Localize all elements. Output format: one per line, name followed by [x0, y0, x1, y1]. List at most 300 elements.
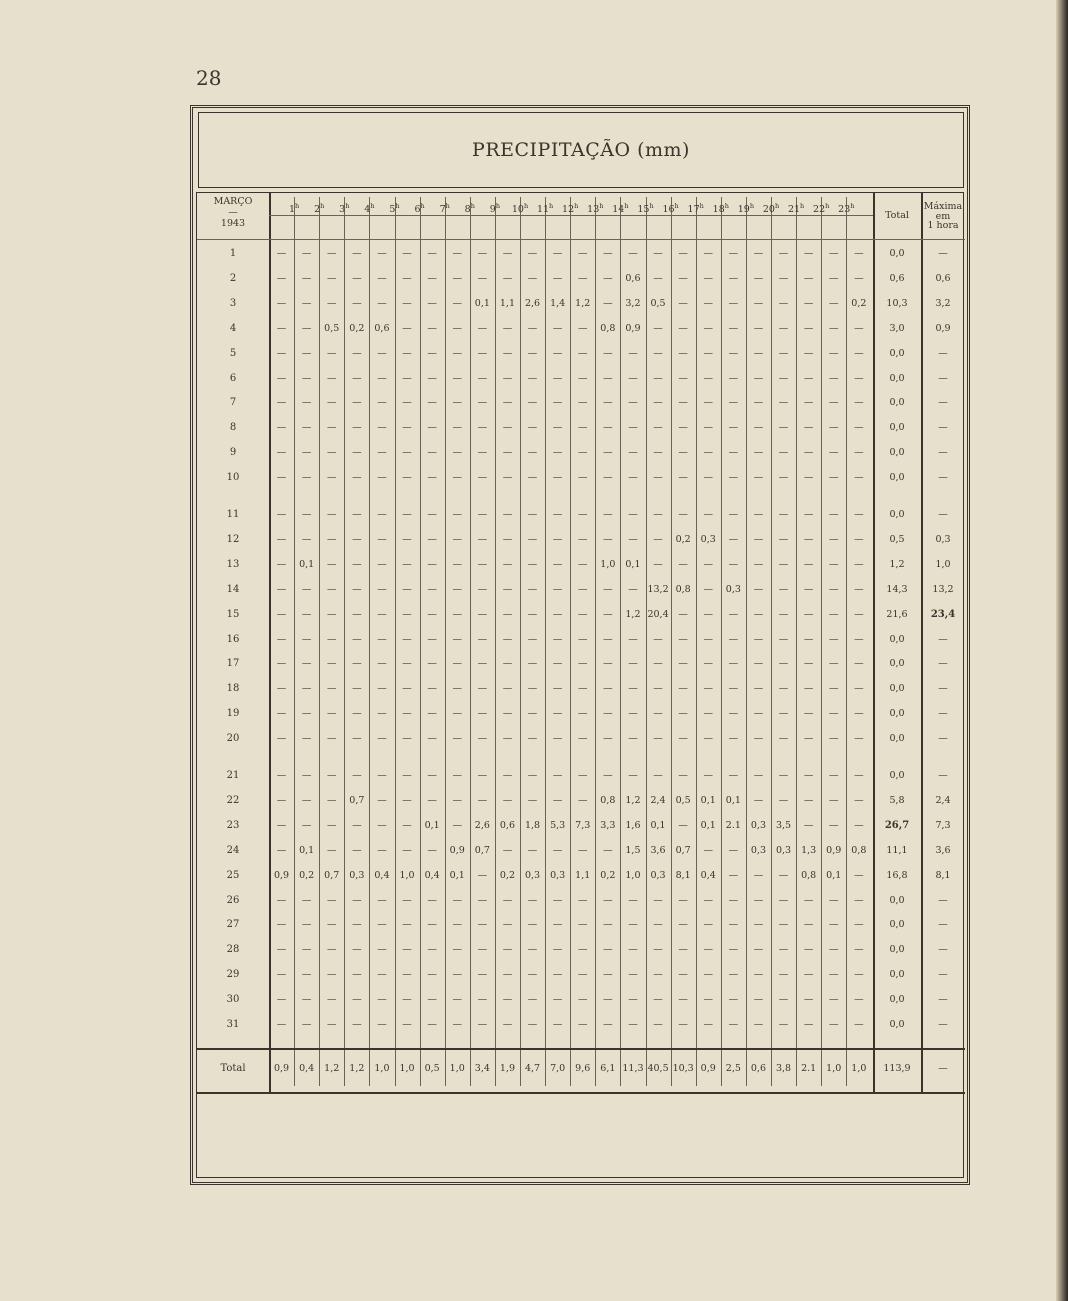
hour-value: — — [703, 322, 713, 334]
row-total: 0,0 — [889, 447, 905, 459]
hour-value: — — [778, 509, 789, 520]
hour-value: — — [653, 397, 663, 409]
hour-value: 0,6 — [499, 819, 515, 831]
hour-value: — — [828, 819, 839, 831]
hour-value: — — [377, 1019, 387, 1030]
hour-value: — — [502, 322, 513, 334]
hour-value: — — [854, 770, 864, 781]
hour-value: — — [477, 322, 488, 334]
hour-value: — — [527, 248, 538, 259]
hour-value: — — [402, 297, 412, 309]
hour-value: — — [728, 297, 739, 309]
hour-value: — — [552, 322, 563, 334]
hour-value: — — [276, 844, 287, 856]
hour-value: — — [803, 272, 814, 284]
hour-value: — — [377, 994, 387, 1006]
hour-value: — — [778, 447, 789, 459]
hour-value: — — [854, 819, 864, 831]
hour-value: — — [854, 447, 864, 459]
hour-value: — — [477, 633, 488, 645]
hour-value: — — [477, 708, 488, 720]
hour-value: — — [352, 969, 362, 981]
hour-value: 1,0 — [625, 869, 641, 881]
hour-value: — — [427, 533, 437, 545]
hour-value: — — [854, 608, 864, 620]
hour-value: — — [753, 658, 764, 670]
row-max: 7,3 — [935, 819, 951, 831]
hour-value: — — [628, 583, 638, 595]
hour-value: — — [803, 658, 814, 670]
hour-value: — — [377, 347, 387, 359]
day-label: 3 — [229, 297, 237, 309]
hour-value: — — [427, 372, 437, 384]
hour-value: — — [326, 248, 337, 259]
hour-value: — — [377, 558, 387, 570]
hour-value: — — [803, 583, 814, 595]
hour-value: — — [728, 844, 739, 856]
hour-value: — — [753, 994, 764, 1006]
hour-value: — — [276, 733, 287, 745]
hour-value: — — [477, 422, 488, 434]
hour-value: — — [803, 770, 814, 781]
hour-value: — — [301, 608, 312, 620]
hour-value: — — [703, 347, 713, 359]
hour-value: — — [402, 708, 412, 720]
hour-value: — — [803, 248, 814, 259]
hour-value: — — [753, 969, 764, 981]
hour-value: — — [803, 708, 814, 720]
hour-value: — — [276, 969, 287, 981]
hour-value: — — [678, 422, 688, 434]
hour-value: — — [427, 347, 437, 359]
hour-value: — — [803, 472, 814, 484]
hour-value: — — [728, 272, 739, 284]
hour-value: — — [377, 608, 387, 620]
hour-value: — — [301, 472, 312, 484]
hour-value: — — [452, 733, 462, 745]
hour-value: — — [703, 509, 713, 520]
hour-value: 13,2 — [647, 583, 669, 595]
hour-value: — — [427, 794, 437, 806]
hour-value: — — [628, 919, 638, 931]
row-total: 0,0 — [889, 347, 905, 359]
hour-value: 0,7 — [474, 844, 490, 856]
hour-value: — — [502, 708, 513, 720]
grand-total: 113,9 — [883, 1063, 911, 1074]
hour-value: — — [778, 794, 789, 806]
hour-value: — — [854, 683, 864, 695]
hour-value: — — [828, 894, 839, 906]
hour-value: — — [552, 733, 563, 745]
hour-value: — — [377, 509, 387, 520]
hour-value: — — [678, 397, 688, 409]
hour-value: — — [628, 733, 638, 745]
hour-value: — — [502, 472, 513, 484]
hour-value: — — [276, 297, 287, 309]
day-label: 14 — [226, 583, 240, 595]
hour-value: — — [402, 608, 412, 620]
hour-value: — — [502, 372, 513, 384]
hour-value: — — [753, 472, 764, 484]
hour-value: 0,9 — [449, 844, 465, 856]
hour-value: — — [452, 322, 462, 334]
hour-value: — — [603, 422, 613, 434]
hour-value: — — [828, 322, 839, 334]
max-header-line1: Máxima — [923, 201, 963, 212]
hour-value: — — [527, 422, 538, 434]
hour-value: — — [502, 608, 513, 620]
hour-value: — — [854, 583, 864, 595]
hour-value: — — [276, 1019, 287, 1030]
hour-value: — — [452, 397, 462, 409]
title-block — [198, 112, 964, 188]
hour-value: — — [628, 708, 638, 720]
hour-value: 0,2 — [299, 869, 315, 881]
hour-value: — — [603, 297, 613, 309]
hour-value: — — [678, 994, 688, 1006]
hour-value: — — [628, 894, 638, 906]
hour-value: — — [803, 919, 814, 931]
hour-value: 0,1 — [474, 297, 490, 309]
day-label: 2 — [229, 272, 237, 284]
hour-value: — — [728, 770, 739, 781]
hour-value: — — [778, 683, 789, 695]
hour-value: — — [778, 658, 789, 670]
hour-value: — — [352, 272, 362, 284]
day-label: 17 — [226, 658, 240, 670]
hour-value: — — [527, 347, 538, 359]
hour-value: — — [502, 583, 513, 595]
hour-value: 0,8 — [801, 869, 817, 881]
hour-value: — — [728, 347, 739, 359]
day-label: 1 — [229, 248, 237, 259]
hour-value: — — [603, 583, 613, 595]
hour-value: — — [552, 683, 563, 695]
row-total: 0,0 — [889, 633, 905, 645]
hour-value: — — [502, 533, 513, 545]
day-label: 26 — [226, 894, 240, 906]
hour-value: 0,8 — [600, 322, 616, 334]
hour-value: — — [703, 447, 713, 459]
hour-value: — — [603, 248, 613, 259]
row-max: — — [938, 509, 948, 520]
hour-value: — — [326, 794, 337, 806]
hour-value: — — [402, 770, 412, 781]
hour-value: — — [577, 372, 588, 384]
hour-value: — — [678, 683, 688, 695]
hour-value: — — [276, 322, 287, 334]
hour-value: — — [728, 708, 739, 720]
hour-value: — — [452, 633, 462, 645]
hour-value: — — [678, 472, 688, 484]
hour-value: — — [577, 248, 588, 259]
hour-value: — — [402, 322, 412, 334]
row-max: — — [938, 944, 948, 956]
hour-value: — — [728, 994, 739, 1006]
hour-value: — — [828, 994, 839, 1006]
hour-value: — — [653, 969, 663, 981]
page-title: PRECIPITAÇÃO (mm) — [472, 139, 690, 161]
hour-value: — — [803, 944, 814, 956]
row-total: 26,7 — [884, 819, 910, 831]
hour-value: 5,3 — [550, 819, 566, 831]
day-label: 20 — [226, 733, 240, 745]
hour-value: — — [753, 869, 764, 881]
hour-value: 3,5 — [775, 819, 792, 831]
hour-value: — — [728, 322, 739, 334]
hour-label: 5$^h$ — [389, 202, 400, 216]
hour-value: — — [301, 633, 312, 645]
row-total: 0,6 — [889, 272, 905, 284]
hour-value: — — [301, 422, 312, 434]
row-max: — — [938, 919, 948, 931]
hour-value: — — [803, 422, 814, 434]
hour-value: — — [678, 733, 688, 745]
hour-value: — — [603, 994, 613, 1006]
hour-value: — — [402, 372, 412, 384]
hour-value: — — [402, 819, 412, 831]
hour-value: — — [552, 558, 563, 570]
hour-label: 1$^h$ — [288, 202, 300, 216]
hour-value: — — [552, 248, 563, 259]
hour-value: — — [603, 733, 613, 745]
hour-value: — — [377, 894, 387, 906]
hour-value: 0,4 — [424, 869, 440, 881]
day-label: 7 — [229, 397, 237, 409]
hour-value: 1,8 — [524, 819, 541, 831]
hour-value: — — [678, 297, 688, 309]
hour-value: — — [301, 297, 312, 309]
hour-value: — — [653, 322, 663, 334]
hour-value: — — [276, 633, 287, 645]
hour-value: — — [477, 869, 488, 881]
hour-value: 0,3 — [524, 869, 541, 881]
day-label: 5 — [229, 347, 237, 359]
row-max: 0,3 — [935, 533, 951, 545]
day-label: 13 — [226, 558, 240, 570]
hour-value: — — [552, 844, 563, 856]
hour-total: 0,9 — [273, 1063, 290, 1074]
day-label: 9 — [229, 447, 237, 459]
hour-value: — — [352, 994, 362, 1006]
hour-value: 1,0 — [600, 558, 616, 570]
hour-value: — — [678, 894, 688, 906]
hour-value: — — [452, 794, 462, 806]
hour-value: — — [502, 770, 513, 781]
hour-value: 1,2 — [625, 794, 641, 806]
hour-value: — — [653, 994, 663, 1006]
hour-value: — — [377, 770, 387, 781]
hour-value: — — [352, 894, 362, 906]
hour-value: — — [728, 919, 739, 931]
hour-value: 0,1 — [299, 844, 315, 856]
hour-value: — — [703, 683, 713, 695]
hour-value: 0,2 — [600, 869, 616, 881]
hour-value: — — [753, 372, 764, 384]
hour-value: — — [577, 944, 588, 956]
hour-value: — — [728, 969, 739, 981]
hour-value: — — [326, 658, 337, 670]
hour-value: 0,2 — [499, 869, 515, 881]
hour-value: — — [377, 944, 387, 956]
hour-value: — — [628, 994, 638, 1006]
hour-value: — — [728, 472, 739, 484]
hour-value: — — [527, 633, 538, 645]
hour-value: — — [326, 533, 337, 545]
row-max: — — [938, 994, 948, 1006]
hour-value: — — [452, 944, 462, 956]
hour-value: — — [352, 944, 362, 956]
hour-value: — — [552, 658, 563, 670]
hour-value: — — [628, 533, 638, 545]
hour-value: — — [352, 733, 362, 745]
page-number: 28 — [196, 66, 222, 90]
hour-value: — — [427, 248, 437, 259]
totals-top-line — [197, 1048, 965, 1050]
hour-value: — — [527, 372, 538, 384]
hour-total: 0,9 — [700, 1063, 716, 1074]
hour-value: — — [703, 969, 713, 981]
hour-value: — — [803, 297, 814, 309]
hour-value: — — [603, 770, 613, 781]
hour-value: — — [803, 509, 814, 520]
hour-value: — — [728, 372, 739, 384]
day-label: 8 — [229, 422, 237, 434]
row-max: — — [938, 422, 948, 434]
hour-value: — — [628, 397, 638, 409]
hour-value: — — [703, 558, 713, 570]
hour-value: — — [703, 894, 713, 906]
hour-value: — — [778, 633, 789, 645]
hour-value: — — [778, 708, 789, 720]
hour-value: — — [678, 1019, 688, 1030]
hour-value: — — [653, 347, 663, 359]
hour-value: — — [377, 658, 387, 670]
hour-value: 0,8 — [851, 844, 867, 856]
hour-value: — — [326, 509, 337, 520]
hour-value: — — [377, 533, 387, 545]
hour-value: — — [276, 397, 287, 409]
hour-total: 1,2 — [324, 1063, 340, 1074]
hour-value: — — [728, 422, 739, 434]
hour-value: — — [577, 347, 588, 359]
hour-value: — — [753, 297, 764, 309]
hour-value: — — [628, 633, 638, 645]
hour-value: — — [678, 969, 688, 981]
hour-value: 0,3 — [550, 869, 566, 881]
hour-value: — — [854, 944, 864, 956]
hour-value: — — [728, 509, 739, 520]
hour-value: — — [803, 994, 814, 1006]
hour-value: — — [477, 683, 488, 695]
hour-value: — — [653, 708, 663, 720]
hour-label: 7$^h$ — [439, 202, 450, 216]
hour-value: — — [803, 397, 814, 409]
hour-value: — — [477, 472, 488, 484]
hour-value: — — [778, 733, 789, 745]
hour-value: — — [427, 844, 437, 856]
hour-value: — — [427, 944, 437, 956]
hour-value: — — [427, 272, 437, 284]
hour-value: — — [477, 919, 488, 931]
hour-value: — — [854, 994, 864, 1006]
hour-value: — — [753, 633, 764, 645]
row-max: 3,6 — [935, 844, 951, 856]
hour-label: 21$^h$ — [787, 202, 805, 216]
hour-value: 0,7 — [324, 869, 340, 881]
hour-value: — — [301, 894, 312, 906]
hour-total: 0,4 — [299, 1063, 315, 1074]
hour-value: — — [276, 894, 287, 906]
hour-value: — — [854, 1019, 864, 1030]
row-max: 23,4 — [930, 608, 956, 620]
hour-value: 1,1 — [575, 869, 591, 881]
row-total: 0,0 — [889, 894, 905, 906]
hour-label: 2$^h$ — [314, 202, 325, 216]
hour-value: — — [326, 472, 337, 484]
hour-value: — — [803, 558, 814, 570]
hour-value: — — [427, 608, 437, 620]
hour-value: — — [502, 633, 513, 645]
hour-value: — — [828, 794, 839, 806]
hour-value: — — [678, 272, 688, 284]
hour-value: 0,3 — [650, 869, 666, 881]
hour-value: 3,3 — [600, 819, 616, 831]
hour-value: — — [854, 894, 864, 906]
hour-value: 0,2 — [675, 533, 691, 545]
hour-value: — — [452, 558, 462, 570]
hour-value: — — [527, 1019, 538, 1030]
hour-value: — — [527, 509, 538, 520]
hour-value: — — [552, 347, 563, 359]
hour-value: — — [502, 447, 513, 459]
hour-value: — — [803, 372, 814, 384]
hour-value: — — [653, 944, 663, 956]
hour-value: — — [377, 819, 387, 831]
hour-value: — — [402, 397, 412, 409]
row-total: 0,0 — [889, 372, 905, 384]
hour-value: — — [326, 608, 337, 620]
max-header-line3: 1 hora — [927, 220, 959, 231]
hour-value: — — [502, 994, 513, 1006]
hour-value: — — [276, 447, 287, 459]
hour-value: — — [603, 658, 613, 670]
hour-value: — — [477, 558, 488, 570]
hour-value: — — [276, 347, 287, 359]
hour-value: — — [326, 583, 337, 595]
hour-value: — — [477, 770, 488, 781]
hour-value: 0,1 — [424, 819, 440, 831]
hour-value: 20,4 — [647, 608, 669, 620]
hour-value: — — [402, 944, 412, 956]
month-dash: — — [228, 207, 238, 218]
hour-value: — — [753, 583, 764, 595]
hour-value: — — [477, 969, 488, 981]
hour-value: — — [828, 347, 839, 359]
hour-value: — — [427, 422, 437, 434]
hour-value: — — [477, 533, 488, 545]
hour-value: — — [728, 248, 739, 259]
hour-value: — — [577, 683, 588, 695]
hour-value: — — [778, 422, 789, 434]
hour-value: — — [753, 558, 764, 570]
hour-value: — — [603, 708, 613, 720]
hour-value: — — [778, 583, 789, 595]
day-label: 4 — [229, 322, 237, 334]
hour-value: 3,6 — [650, 844, 666, 856]
hour-value: — — [603, 347, 613, 359]
hour-value: — — [628, 944, 638, 956]
